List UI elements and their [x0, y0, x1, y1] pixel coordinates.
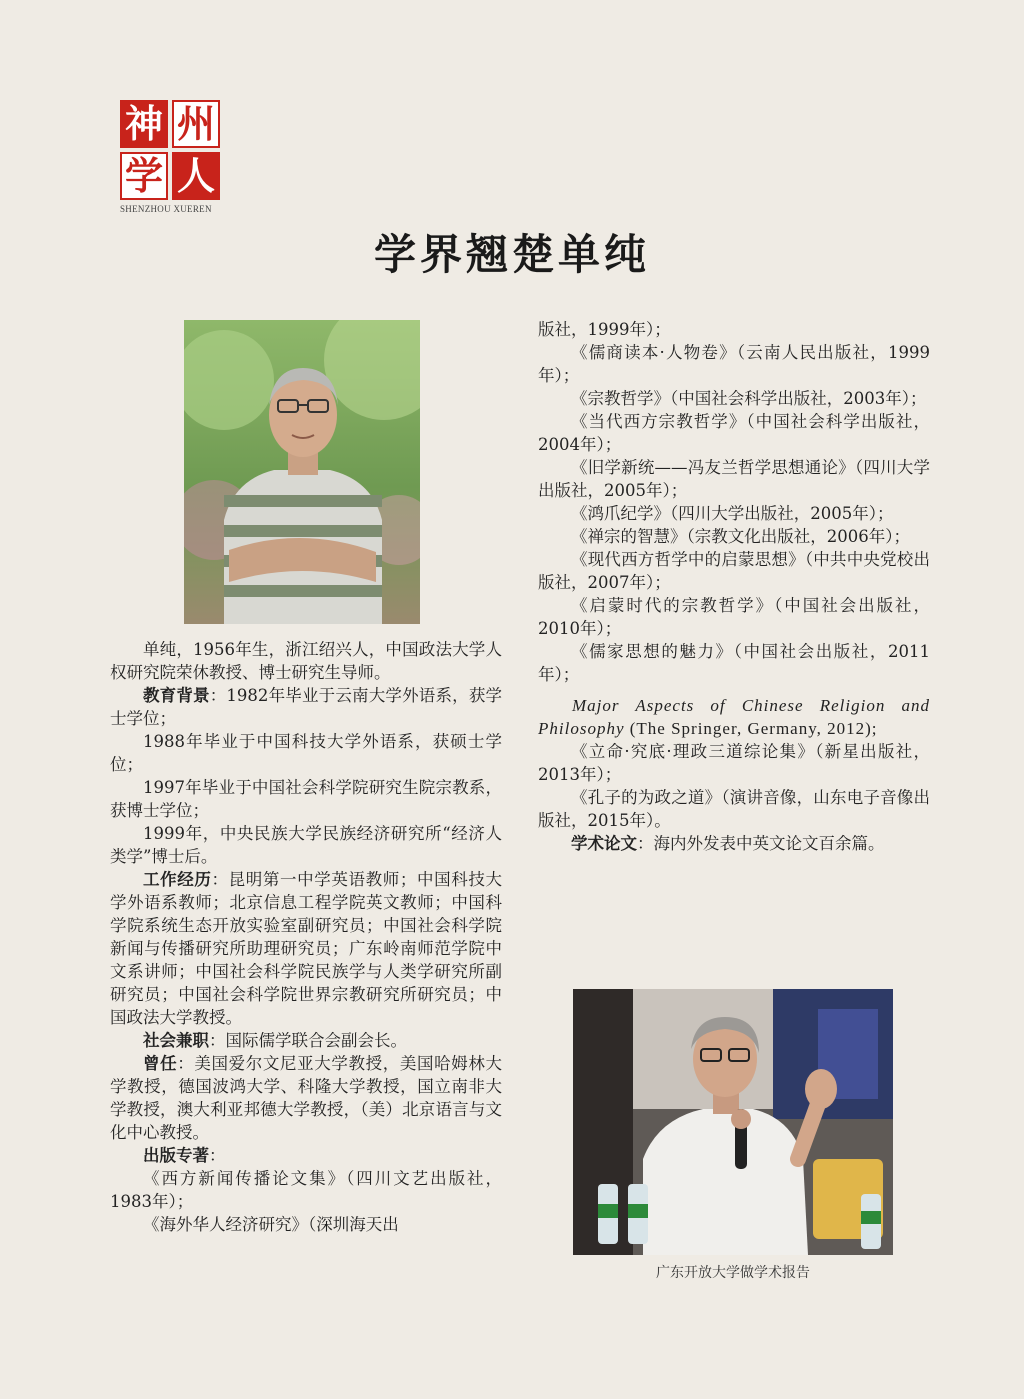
former-positions-paragraph: 曾任：美国爱尔文尼亚大学教授，美国哈姆林大学教授，德国波鸿大学、科隆大学教授，国立南非大学教授，澳大利亚邦德大学教授，（美）北京语言与文化中心教授。	[110, 1054, 502, 1142]
book-entry: 《宗教哲学》（中国社会科学出版社，2003年）；	[571, 389, 927, 408]
logo-char: 学	[120, 152, 168, 200]
book-entry: 《儒家思想的魅力》（中国社会出版社，2011年）；	[538, 642, 930, 684]
book-entry: 《立命·究底·理政三道综论集》（新星出版社，2013年）；	[538, 742, 930, 784]
right-text-column	[538, 318, 930, 855]
book-entry: 《启蒙时代的宗教哲学》（中国社会出版社，2010年）；	[538, 596, 930, 638]
english-book-title: Major Aspects of Chinese Religion and Philosophy	[538, 696, 930, 738]
portrait-photo	[184, 320, 420, 624]
logo-subtitle: SHENZHOU XUEREN	[120, 204, 212, 214]
book-entry: 《现代西方哲学中的启蒙思想》（中共中央党校出版社，2007年）；	[538, 550, 930, 592]
education-paragraph: 1997年毕业于中国社会科学院研究生院宗教系，获博士学位；	[110, 778, 502, 820]
publications-heading: 出版专著：	[143, 1146, 226, 1165]
intro-paragraph: 单纯，1956年生，浙江绍兴人，中国政法大学人权研究院荣休教授、博士研究生导师。	[110, 640, 502, 682]
book-entry: 《鸿爪纪学》（四川大学出版社，2005年）；	[571, 504, 894, 523]
photo-caption: 广东开放大学做学术报告	[656, 1265, 810, 1281]
social-paragraph: 社会兼职：国际儒学联合会副会长。	[143, 1031, 407, 1050]
work-paragraph: 工作经历：昆明第一中学英语教师；中国科技大学外语系教师；北京信息工程学院英文教师；中国科学院系统生态开放实验室副研究员；中国社会科学院新闻与传播研究所助理研究员；广东岭南师范学院中文系讲师；中国社会科学院民族学与人类学研究所副研究员；中国社会科学院世界宗教研究所研究员；中国政法大学教授。	[110, 870, 502, 1027]
logo-char: 神	[120, 100, 168, 148]
page-title: 学界翘楚单纯	[373, 230, 650, 279]
education-paragraph: 教育背景：1982年毕业于云南大学外语系，获学士学位；	[110, 686, 503, 728]
book-entry: 《儒商读本·人物卷》（云南人民出版社，1999年）；	[538, 343, 930, 385]
book-entry: 版社，1999年）；	[538, 320, 671, 339]
education-paragraph: 1988年毕业于中国科技大学外语系，获硕士学位；	[110, 732, 502, 774]
lecture-photo	[573, 989, 893, 1255]
book-entry: 《禅宗的智慧》（宗教文化出版社，2006年）；	[571, 527, 910, 546]
left-text-column	[110, 638, 502, 1236]
book-entry: 《当代西方宗教哲学》（中国社会科学出版社，2004年）；	[538, 412, 930, 454]
book-entry: 《孔子的为政之道》（演讲音像，山东电子音像出版社，2015年）。	[538, 788, 930, 830]
book-entry: 《西方新闻传播论文集》（四川文艺出版社，1983年）；	[110, 1169, 502, 1211]
magazine-logo	[120, 100, 222, 214]
book-entry: 《海外华人经济研究》（深圳海天出	[143, 1215, 399, 1234]
papers-paragraph: 学术论文：海内外发表中英文论文百余篇。	[571, 834, 885, 853]
book-entry: 《旧学新统——冯友兰哲学思想通论》（四川大学出版社，2005年）；	[538, 458, 930, 500]
education-paragraph: 1999年，中央民族大学民族经济研究所“经济人类学”博士后。	[110, 824, 502, 866]
logo-char: 人	[172, 152, 220, 200]
english-book-entry: Major Aspects of Chinese Religion and Philosophy (The Springer, Germany, 2012);	[538, 696, 930, 738]
logo-char: 州	[172, 100, 220, 148]
